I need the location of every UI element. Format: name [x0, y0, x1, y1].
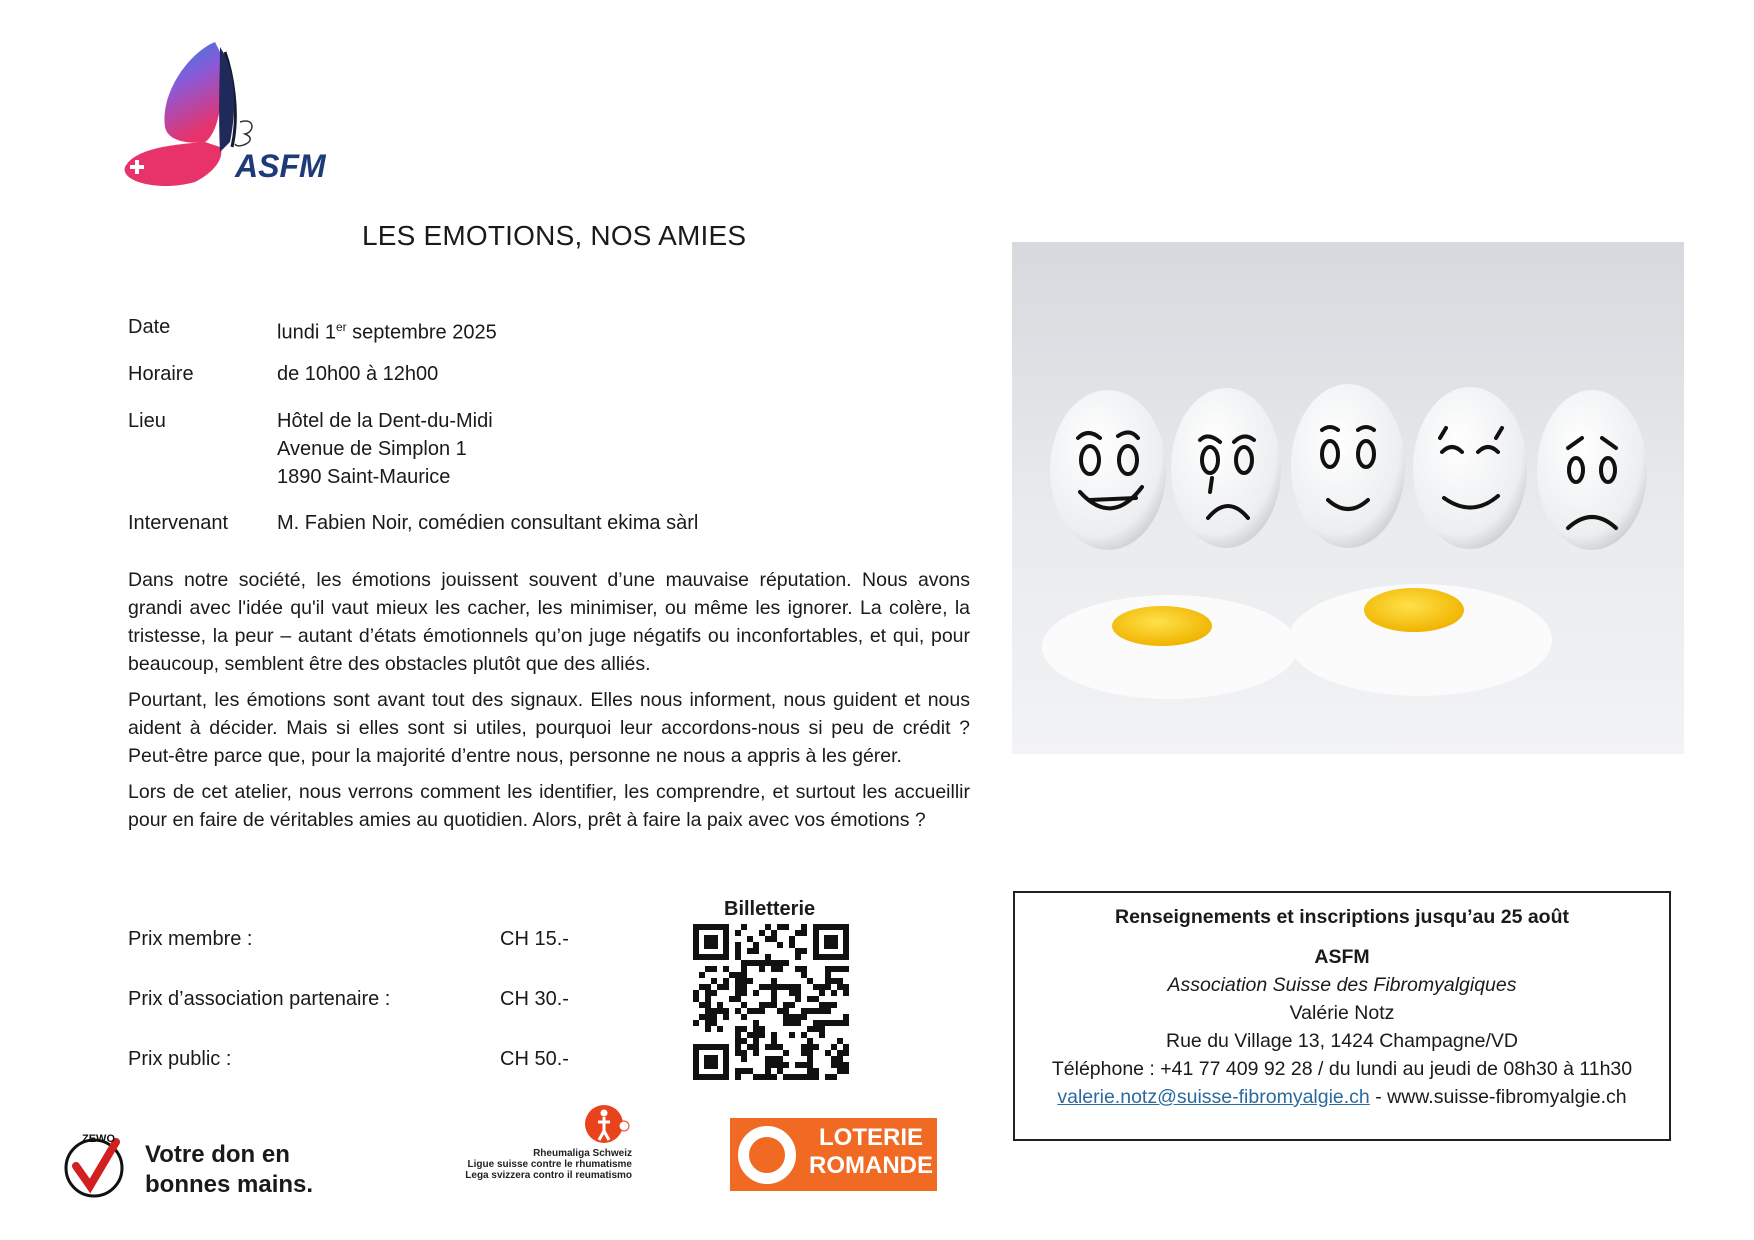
rheumaliga-logo: [584, 1104, 630, 1146]
zewo-line: bonnes mains.: [145, 1171, 314, 1198]
price-value-member: CH 15.-: [500, 928, 569, 950]
contact-links: [1015, 1083, 1669, 1111]
price-value-public: CH 50.-: [500, 1048, 569, 1070]
contact-address: Rue du Village 13, 1424 Champagne/VD: [1166, 1030, 1518, 1052]
link-separator: -: [1369, 1086, 1388, 1108]
rheuma-line: Lega svizzera contro il reumatismo: [465, 1170, 632, 1181]
zewo-badge: ZEWO: [82, 1133, 115, 1145]
lieu-label: Lieu: [128, 410, 166, 432]
lieu-value: [277, 407, 493, 491]
date-label: Date: [128, 316, 171, 338]
contact-heading: Renseignements et inscriptions jusqu’au 25 août: [1114, 906, 1569, 928]
eggs-photo: [1012, 242, 1684, 754]
page-title: LES EMOTIONS, NOS AMIES: [362, 220, 747, 251]
date-prefix: lundi 1: [277, 321, 336, 344]
loterie-circle-icon: [738, 1126, 796, 1184]
price-label-member: Prix membre :: [128, 928, 253, 950]
price-label-public: Prix public :: [128, 1048, 232, 1070]
lieu-line: 1890 Saint-Maurice: [277, 466, 451, 488]
zewo-slogan: [145, 1140, 313, 1200]
zewo-logo: [58, 1130, 130, 1202]
paragraph: Dans notre société, les émotions jouissent souvent d’une mauvaise réputation. Nous avons grandi avec l'idée qu'il vaut mieux les cacher, les minimiser, ou même les ignorer. La colère, la tristesse, la peur – autant d’états émotionnels qu’on juge négatifs ou inconfortables, et qui, pour beaucoup, semblent être des obstacles plutôt que des alliés.: [128, 569, 970, 675]
rheuma-line: Ligue suisse contre le rhumatisme: [467, 1159, 632, 1170]
contact-person: Valérie Notz: [1289, 1002, 1395, 1024]
loterie-text: [808, 1124, 934, 1180]
contact-phone: Téléphone : +41 77 409 92 28 / du lundi au jeudi de 08h30 à 11h30: [1051, 1058, 1633, 1080]
contact-box: [1013, 891, 1671, 1141]
contact-org: ASFM: [1314, 946, 1370, 968]
paragraph: Lors de cet atelier, nous verrons comment les identifier, les comprendre, et surtout les accueillir pour en faire de véritables amies au quotidien. Alors, prêt à faire la paix avec vos émotions ?: [128, 781, 970, 831]
date-suffix: septembre 2025: [346, 321, 497, 344]
loterie-line: LOTERIE: [818, 1124, 923, 1151]
lieu-line: Hôtel de la Dent-du-Midi: [277, 410, 493, 432]
asfm-logo: [120, 32, 326, 197]
rheuma-line: Rheumaliga Schweiz: [533, 1148, 632, 1159]
loterie-line: ROMANDE: [809, 1152, 933, 1179]
date-value: [277, 313, 497, 347]
zewo-check-icon: [58, 1130, 130, 1202]
lieu-line: Avenue de Simplon 1: [277, 438, 467, 460]
paragraph: Pourtant, les émotions sont avant tout des signaux. Elles nous informent, nous guident et nous aident à décider. Mais si elles sont si utiles, pourquoi leur accordons-nous si peu de crédit ? Peut-être parce que, pour la majorité d’entre nous, personne ne nous a appris à les gérer.: [128, 689, 970, 767]
intervenant-value: M. Fabien Noir, comédien consultant ekima sàrl: [277, 512, 699, 534]
contact-org-full: Association Suisse des Fibromyalgiques: [1167, 974, 1517, 996]
price-value-partner: CH 30.-: [500, 988, 569, 1010]
horaire-label: Horaire: [128, 363, 194, 385]
egg-faces: [1050, 384, 1647, 550]
email-link[interactable]: valerie.notz@suisse-fibromyalgie.ch: [1057, 1086, 1370, 1108]
website-link[interactable]: www.suisse-fibromyalgie.ch: [1387, 1086, 1627, 1108]
logo-text: ASFM: [235, 148, 326, 184]
price-label-partner: Prix d’association partenaire :: [128, 988, 391, 1010]
zewo-line: Votre don en: [145, 1141, 290, 1168]
horaire-value: de 10h00 à 12h00: [277, 363, 439, 385]
date-superscript: er: [335, 320, 347, 334]
qr-code-icon[interactable]: [693, 924, 849, 1080]
intervenant-label: Intervenant: [128, 512, 229, 534]
rheumaliga-figure-icon: [584, 1104, 630, 1146]
description: [128, 566, 970, 842]
billetterie-label: Billetterie: [724, 898, 816, 920]
rheumaliga-text: [418, 1148, 632, 1181]
